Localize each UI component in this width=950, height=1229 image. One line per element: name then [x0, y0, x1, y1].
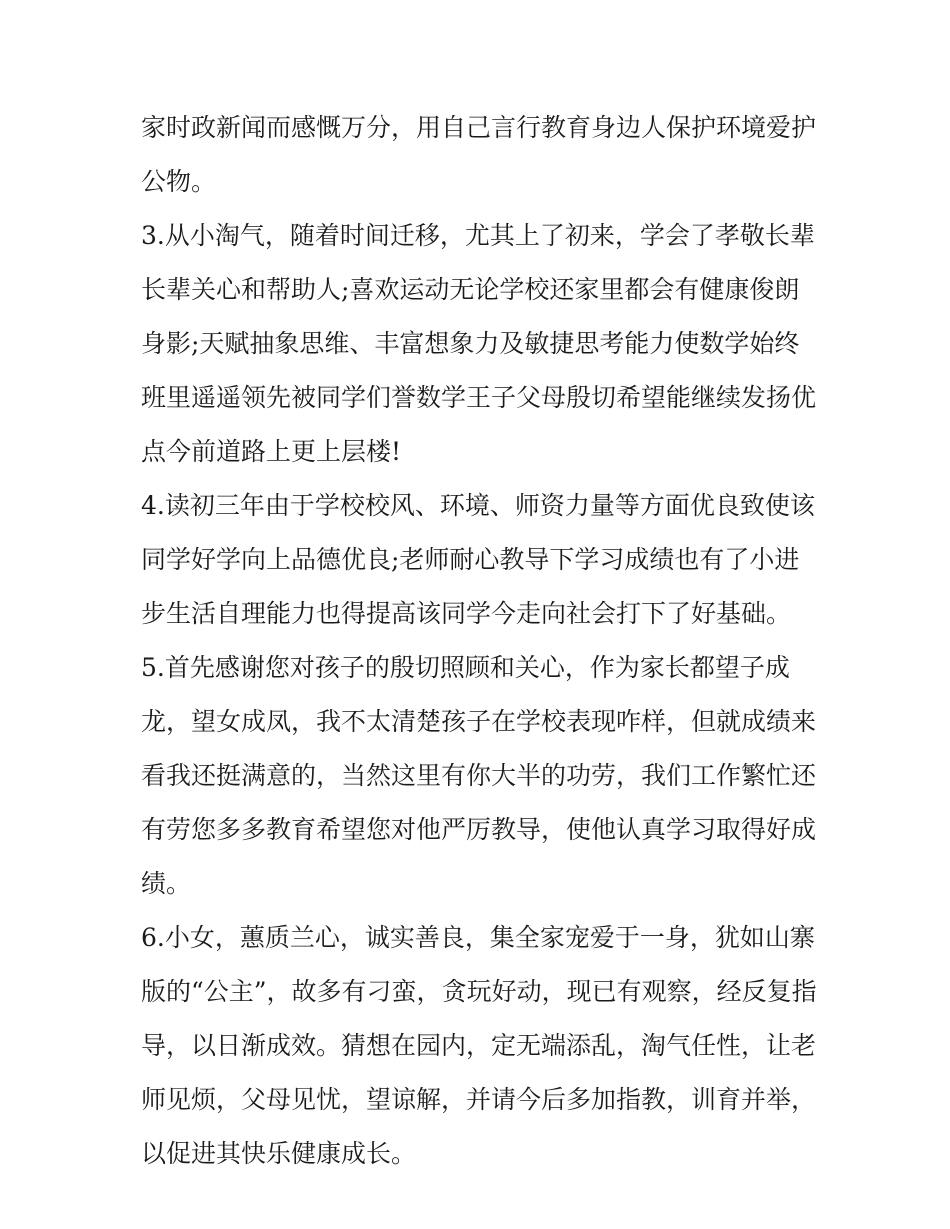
text-line-10: 步生活自理能力也得提高该同学今走向社会打下了好基础。 — [141, 599, 792, 628]
text-line-14: 有劳您多多教育希望您对他严厉教导，使他认真学习取得好成 — [141, 815, 817, 844]
text-line-20: 以促进其快乐健康成长。 — [141, 1139, 417, 1168]
text-line-2: 公物。 — [141, 167, 217, 196]
text-line-19: 师见烦，父母见忧，望谅解，并请今后多加指教，训育并举， — [141, 1085, 817, 1114]
document-body — [141, 101, 817, 1181]
text-line-7: 点今前道路上更上层楼! — [141, 437, 402, 466]
text-line-9: 同学好学向上品德优良;老师耐心教导下学习成绩也有了小进 — [141, 545, 800, 574]
text-line-4: 长辈关心和帮助人;喜欢运动无论学校还家里都会有健康俊朗 — [141, 275, 800, 304]
text-line-3: 3.从小淘气，随着时间迁移，尤其上了初来，学会了孝敬长辈 — [141, 221, 815, 250]
text-line-6: 班里遥遥领先被同学们誉数学王子父母殷切希望能继续发扬优 — [141, 383, 817, 412]
text-line-15: 绩。 — [141, 869, 192, 898]
text-line-5: 身影;天赋抽象思维、丰富想象力及敏捷思考能力使数学始终 — [141, 329, 800, 358]
text-line-13: 看我还挺满意的，当然这里有你大半的功劳，我们工作繁忙还 — [141, 761, 817, 790]
text-line-11: 5.首先感谢您对孩子的殷切照顾和关心，作为家长都望子成 — [141, 653, 790, 682]
text-line-8: 4.读初三年由于学校校风、环境、师资力量等方面优良致使该 — [141, 491, 815, 520]
text-line-18: 导，以日渐成效。猜想在园内，定无端添乱，淘气任性，让老 — [141, 1031, 817, 1060]
text-line-1: 家时政新闻而感慨万分，用自己言行教育身边人保护环境爱护 — [141, 113, 817, 142]
text-line-17: 版的“公主”，故多有刁蛮，贪玩好动，现已有观察，经反复指 — [141, 977, 817, 1006]
text-line-16: 6.小女，蕙质兰心，诚实善良，集全家宠爱于一身，犹如山寨 — [141, 923, 815, 952]
text-line-12: 龙，望女成凤，我不太清楚孩子在学校表现咋样，但就成绩来 — [141, 707, 817, 736]
